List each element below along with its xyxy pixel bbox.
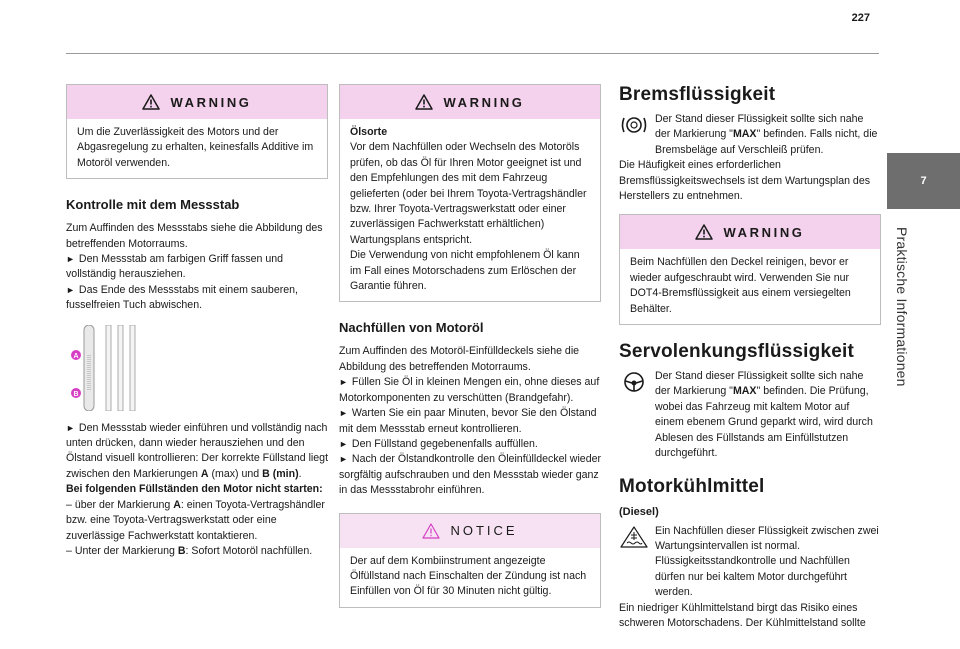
column-2 [339, 84, 601, 608]
brake-fluid-text-2: Die Häufigkeit eines erforderlichen Bremsflüssigkeitswechsels ist dem Wartungsplan des Herstellers zu entnehmen. [619, 159, 871, 203]
warning-box-brake [619, 214, 881, 325]
dipstick-illustration [66, 325, 328, 411]
warning-box-additives [66, 84, 328, 179]
column-1 [66, 84, 328, 559]
brake-fluid-text-1: Der Stand dieser Flüssigkeit sollte sich nahe der Markierung "MAX" befinden. Falls nicht, die Bremsbeläge auf Verschleiß prüfen. [655, 113, 878, 156]
column-3 [619, 84, 881, 631]
notice-header [340, 514, 600, 548]
warning-title: WARNING [723, 224, 805, 240]
dipstick-step-1: ► Den Messstab am farbigen Griff fassen und vollständig herausziehen. [66, 252, 328, 283]
warning-header [67, 85, 327, 119]
dipstick-heading: Kontrolle mit dem Messstab [66, 197, 240, 213]
oil-refill-step-3: ► Den Füllstand gegebenenfalls auffüllen. [339, 437, 601, 452]
marker-a-label: A [73, 352, 79, 360]
warning-subtitle: Ölsorte [350, 126, 388, 138]
warning-text: Beim Nachfüllen den Deckel reinigen, bevor er wieder aufgeschraubt wird. Verwenden Sie nur DOT4-Bremsflüssigkeit aus einem versiegelten Behälter. [630, 256, 851, 315]
dipstick-intro: Zum Auffinden des Messstabs siehe die Abbildung des betreffenden Motorraums. [66, 222, 323, 250]
steering-fluid-section [619, 369, 881, 461]
notice-text: Der auf dem Kombiinstrument angezeigte Ölfüllstand nach Einschalten der Zündung ist nach Einfüllen von Öl für 30 Minuten nicht gültig. [350, 554, 587, 598]
oil-refill-intro: Zum Auffinden des Motoröl-Einfülldeckels siehe die Abbildung des betreffenden Motorraums. [339, 345, 580, 373]
dipstick-figure [66, 325, 328, 411]
marker-b-label: B [73, 390, 79, 398]
steering-wheel-icon [619, 371, 649, 393]
coolant-text-2: Ein niedriger Kühlmittelstand birgt das Risiko eines schweren Motorschadens. Der Kühlmittelstand sollte [619, 601, 866, 629]
warning-header [620, 215, 880, 249]
warning-text-1: Vor dem Nachfüllen oder Wechseln des Motoröls prüfen, ob das Öl für Ihren Motor geeignet ist und den Empfehlungen des mit dem Fahrzeug gelieferten (oder bei Ihrem Toyota-Vertragshändler bzw. Ihrer Toyota-Vertragswerkstatt oder einer zuverlässigen Fachwerkstatt erhältlichen) Wartungsplans entspricht. [350, 141, 587, 246]
levels-heading: Bei folgenden Füllständen den Motor nicht starten: [66, 483, 323, 496]
header-rule [66, 53, 879, 54]
brake-fluid-heading: Bremsflüssigkeit [619, 84, 776, 105]
warning-title: WARNING [443, 94, 525, 110]
coolant-subheading: (Diesel) [619, 505, 659, 518]
warning-triangle-icon [695, 224, 713, 240]
dipstick-step-2: ► Das Ende des Messstabs mit einem sauberen, fusselfreien Tuch abwischen. [66, 283, 328, 314]
dipstick-step-3: ► Den Messstab wieder einführen und vollständig nach unten drücken, dann wieder herausziehen und den Ölstand visuell kontrollieren: Der korrekte Füllstand liegt zwischen den Markierungen A (max) und B (min). [66, 421, 328, 483]
warning-triangle-icon [142, 94, 160, 110]
notice-box [339, 513, 601, 608]
steering-fluid-heading: Servolenkungsflüssigkeit [619, 341, 854, 363]
coolant-heading: Motorkühlmittel [619, 475, 765, 497]
coolant-icon [619, 526, 649, 548]
warning-header [340, 85, 600, 119]
oil-refill-step-2: ► Warten Sie ein paar Minuten, bevor Sie den Ölstand mit dem Messstab erneut kontrollieren. [339, 406, 601, 437]
level-below-b: – Unter der Markierung B: Sofort Motoröl nachfüllen. [66, 544, 313, 557]
chapter-number: 7 [920, 175, 927, 187]
warning-text-2: Die Verwendung von nicht empfohlenem Öl kann im Fall eines Motorschadens zum Erlöschen der Garantie führen. [350, 249, 580, 293]
warning-title: WARNING [170, 94, 252, 110]
coolant-text-1: Ein Nachfüllen dieser Flüssigkeit zwischen zwei Wartungsintervallen ist normal. Flüssigkeitsstandkontrolle und Nachfüllen dürfen nur bei kaltem Motor durchgeführt werden. [655, 524, 879, 599]
brake-fluid-section [619, 112, 881, 204]
oil-refill-step-4: ► Nach der Ölstandkontrolle den Öleinfülldeckel wieder sorgfältig aufschrauben und den Messstab wieder ganz in das Messstabrohr einführen. [339, 452, 601, 498]
oil-refill-heading: Nachfüllen von Motoröl [339, 320, 484, 336]
brake-fluid-icon [619, 114, 649, 136]
warning-box-oil-type [339, 84, 601, 302]
page-number: 227 [851, 12, 870, 24]
warning-text: Um die Zuverlässigkeit des Motors und der Abgasregelung zu erhalten, keinesfalls Additive im Motoröl verwenden. [77, 126, 314, 169]
notice-title: NOTICE [450, 523, 518, 539]
level-above-a: – über der Markierung A: einen Toyota-Vertragshändler bzw. eine Toyota-Vertragswerkstatt oder eine zuverlässige Fachwerkstatt kontaktieren. [66, 498, 325, 542]
chapter-title: Praktische Informationen [894, 227, 910, 387]
steering-fluid-text: Der Stand dieser Flüssigkeit sollte sich nahe der Markierung "MAX" befinden. Die Prüfung, wobei das Fahrzeug mit kaltem Motor auf einem ebenem Grund geparkt wird, wird durch Ablesen des Füllstands am Einfüllstutzen durchgeführt. [655, 370, 873, 460]
warning-triangle-icon [415, 94, 433, 110]
notice-triangle-icon [422, 523, 440, 539]
coolant-section [619, 524, 881, 632]
chapter-tab[interactable] [887, 153, 960, 209]
oil-refill-step-1: ► Füllen Sie Öl in kleinen Mengen ein, ohne dieses auf Motorkomponenten zu verschütten (Brandgefahr). [339, 375, 601, 406]
